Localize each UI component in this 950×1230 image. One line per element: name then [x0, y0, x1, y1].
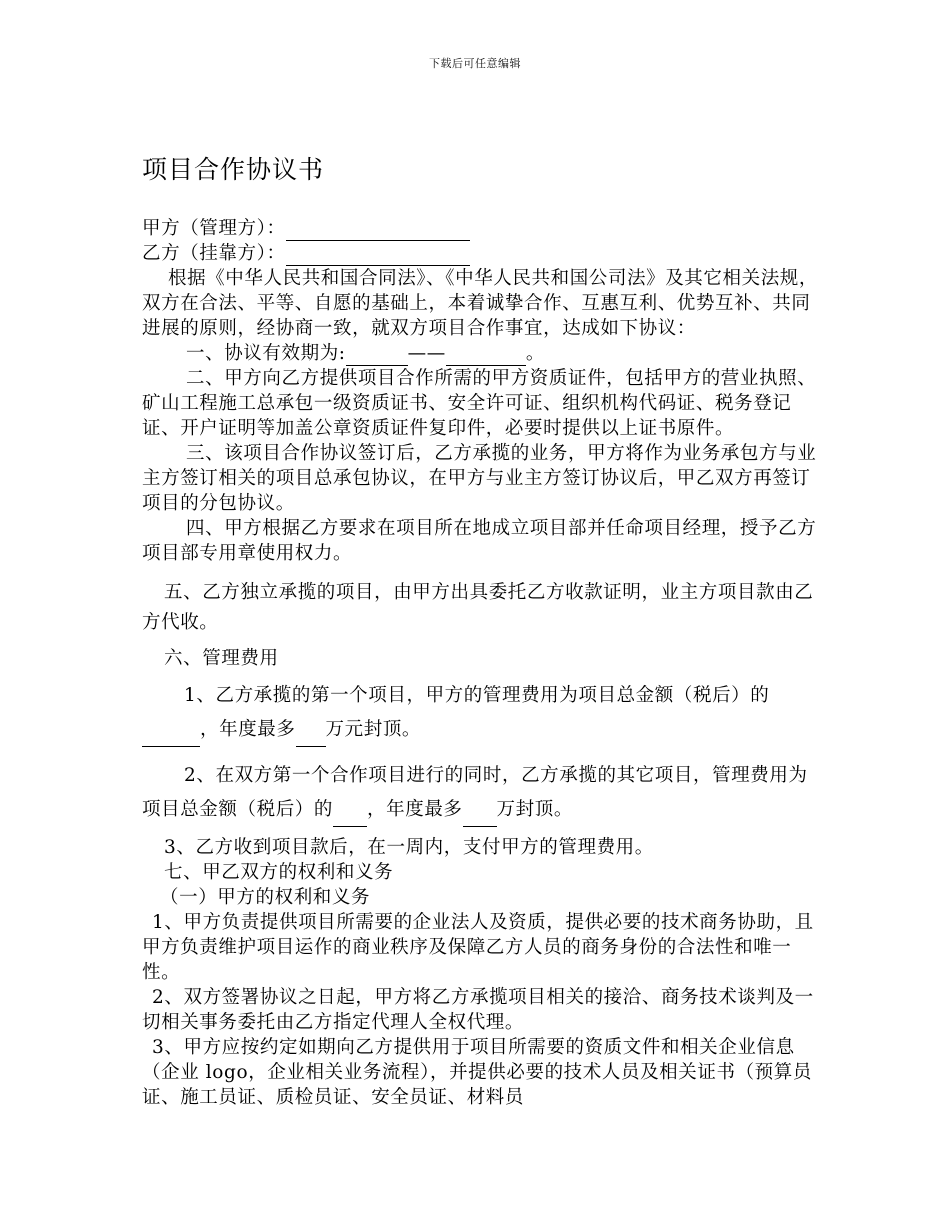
clause-1-text: 一、协议有效期为: — [186, 343, 346, 364]
clause-1-dash: —— — [407, 343, 446, 364]
duty-2: 2、双方签署协议之日起，甲方将乙方承揽项目相关的接洽、商务技术谈判及一切相关事务委托由乙方指定代理人全权代理。 — [142, 987, 814, 1033]
fee-1-rate-blank — [142, 726, 200, 747]
document-body — [142, 150, 822, 1110]
fee-2-cap-blank — [463, 806, 497, 827]
clause-5: 五、乙方独立承揽的项目，由甲方出具委托乙方收款证明，业主方项目款由乙方代收。 — [142, 582, 814, 633]
duty-3: 3、甲方应按约定如期向乙方提供用于项目所需要的资质文件和相关企业信息（企业 logo，企业相关业务流程），并提供必要的技术人员及相关证书（预算员证、施工员证、质检员证、安全员证、材料员 — [142, 1037, 812, 1108]
intro-paragraph: 根据《中华人民共和国合同法》、《中华人民共和国公司法》及其它相关法规，双方在合法、平等、自愿的基础上，本着诚挚合作、互惠互利、优势互补、共同进展的原则，经协商一致，就双方项目合作事宜，达成如下协议： — [142, 268, 819, 339]
clause-1 — [142, 341, 822, 366]
clause-2: 二、甲方向乙方提供项目合作所需的甲方资质证件，包括甲方的营业执照、矿山工程施工总承包一级资质证书、安全许可证、组织机构代码证、税务登记证、开户证明等加盖公章资质证件复印件，必要时提供以上证书原件。 — [142, 368, 817, 439]
fee-2-text-3: 万封顶。 — [496, 799, 573, 820]
document-title: 项目合作协议书 — [142, 155, 325, 184]
fee-1-text: 1、乙方承揽的第一个项目，甲方的管理费用为项目总金额（税后）的 — [184, 685, 770, 706]
subsection-1-title: （一）甲方的权利和义务 — [160, 887, 371, 908]
validity-end-blank — [446, 345, 526, 366]
clause-1-end: 。 — [525, 343, 545, 364]
fee-2-text-2: ，年度最多 — [367, 799, 463, 820]
page-header: 下载后可任意编辑 — [429, 57, 521, 70]
party-a-line — [142, 216, 822, 241]
fee-item-1 — [142, 679, 822, 747]
duty-1: 1、甲方负责提供项目所需要的企业法人及资质，提供必要的技术商务协助，且甲方负责维护项目运作的商业秩序及保障乙方人员的商务身份的合法性和唯一性。 — [142, 912, 814, 983]
fee-2-rate-blank — [333, 806, 367, 827]
clause-3: 三、该项目合作协议签订后，乙方承揽的业务，甲方将作为业务承包方与业主方签订相关的项目总承包协议，在甲方与业主方签订协议后，甲乙双方再签订项目的分包协议。 — [142, 443, 817, 514]
fee-1-text-2: ，年度最多 — [200, 719, 296, 740]
party-b-line — [142, 241, 822, 266]
fee-1-cap-blank — [296, 726, 326, 747]
fee-2-text: 2、在双方第一个合作项目进行的同时，乙方承揽的其它项目，管理费用为项目总金额（税后）的 — [142, 765, 808, 820]
fee-item-3: 3、乙方收到项目款后，在一周内，支付甲方的管理费用。 — [164, 837, 654, 858]
clause-4: 四、甲方根据乙方要求在项目所在地成立项目部并任命项目经理，授予乙方项目部专用章使用权力。 — [142, 518, 817, 564]
party-a-blank — [286, 220, 470, 241]
fee-item-2 — [142, 759, 822, 827]
fee-1-text-3: 万元封顶。 — [325, 719, 422, 740]
validity-start-blank — [346, 345, 408, 366]
party-b-label: 乙方（挂靠方）： — [142, 243, 286, 264]
clause-7-title: 七、甲乙双方的权利和义务 — [164, 862, 394, 883]
clause-6-title: 六、管理费用 — [164, 648, 279, 669]
party-b-blank — [286, 245, 470, 266]
party-a-label: 甲方（管理方）： — [142, 218, 286, 239]
